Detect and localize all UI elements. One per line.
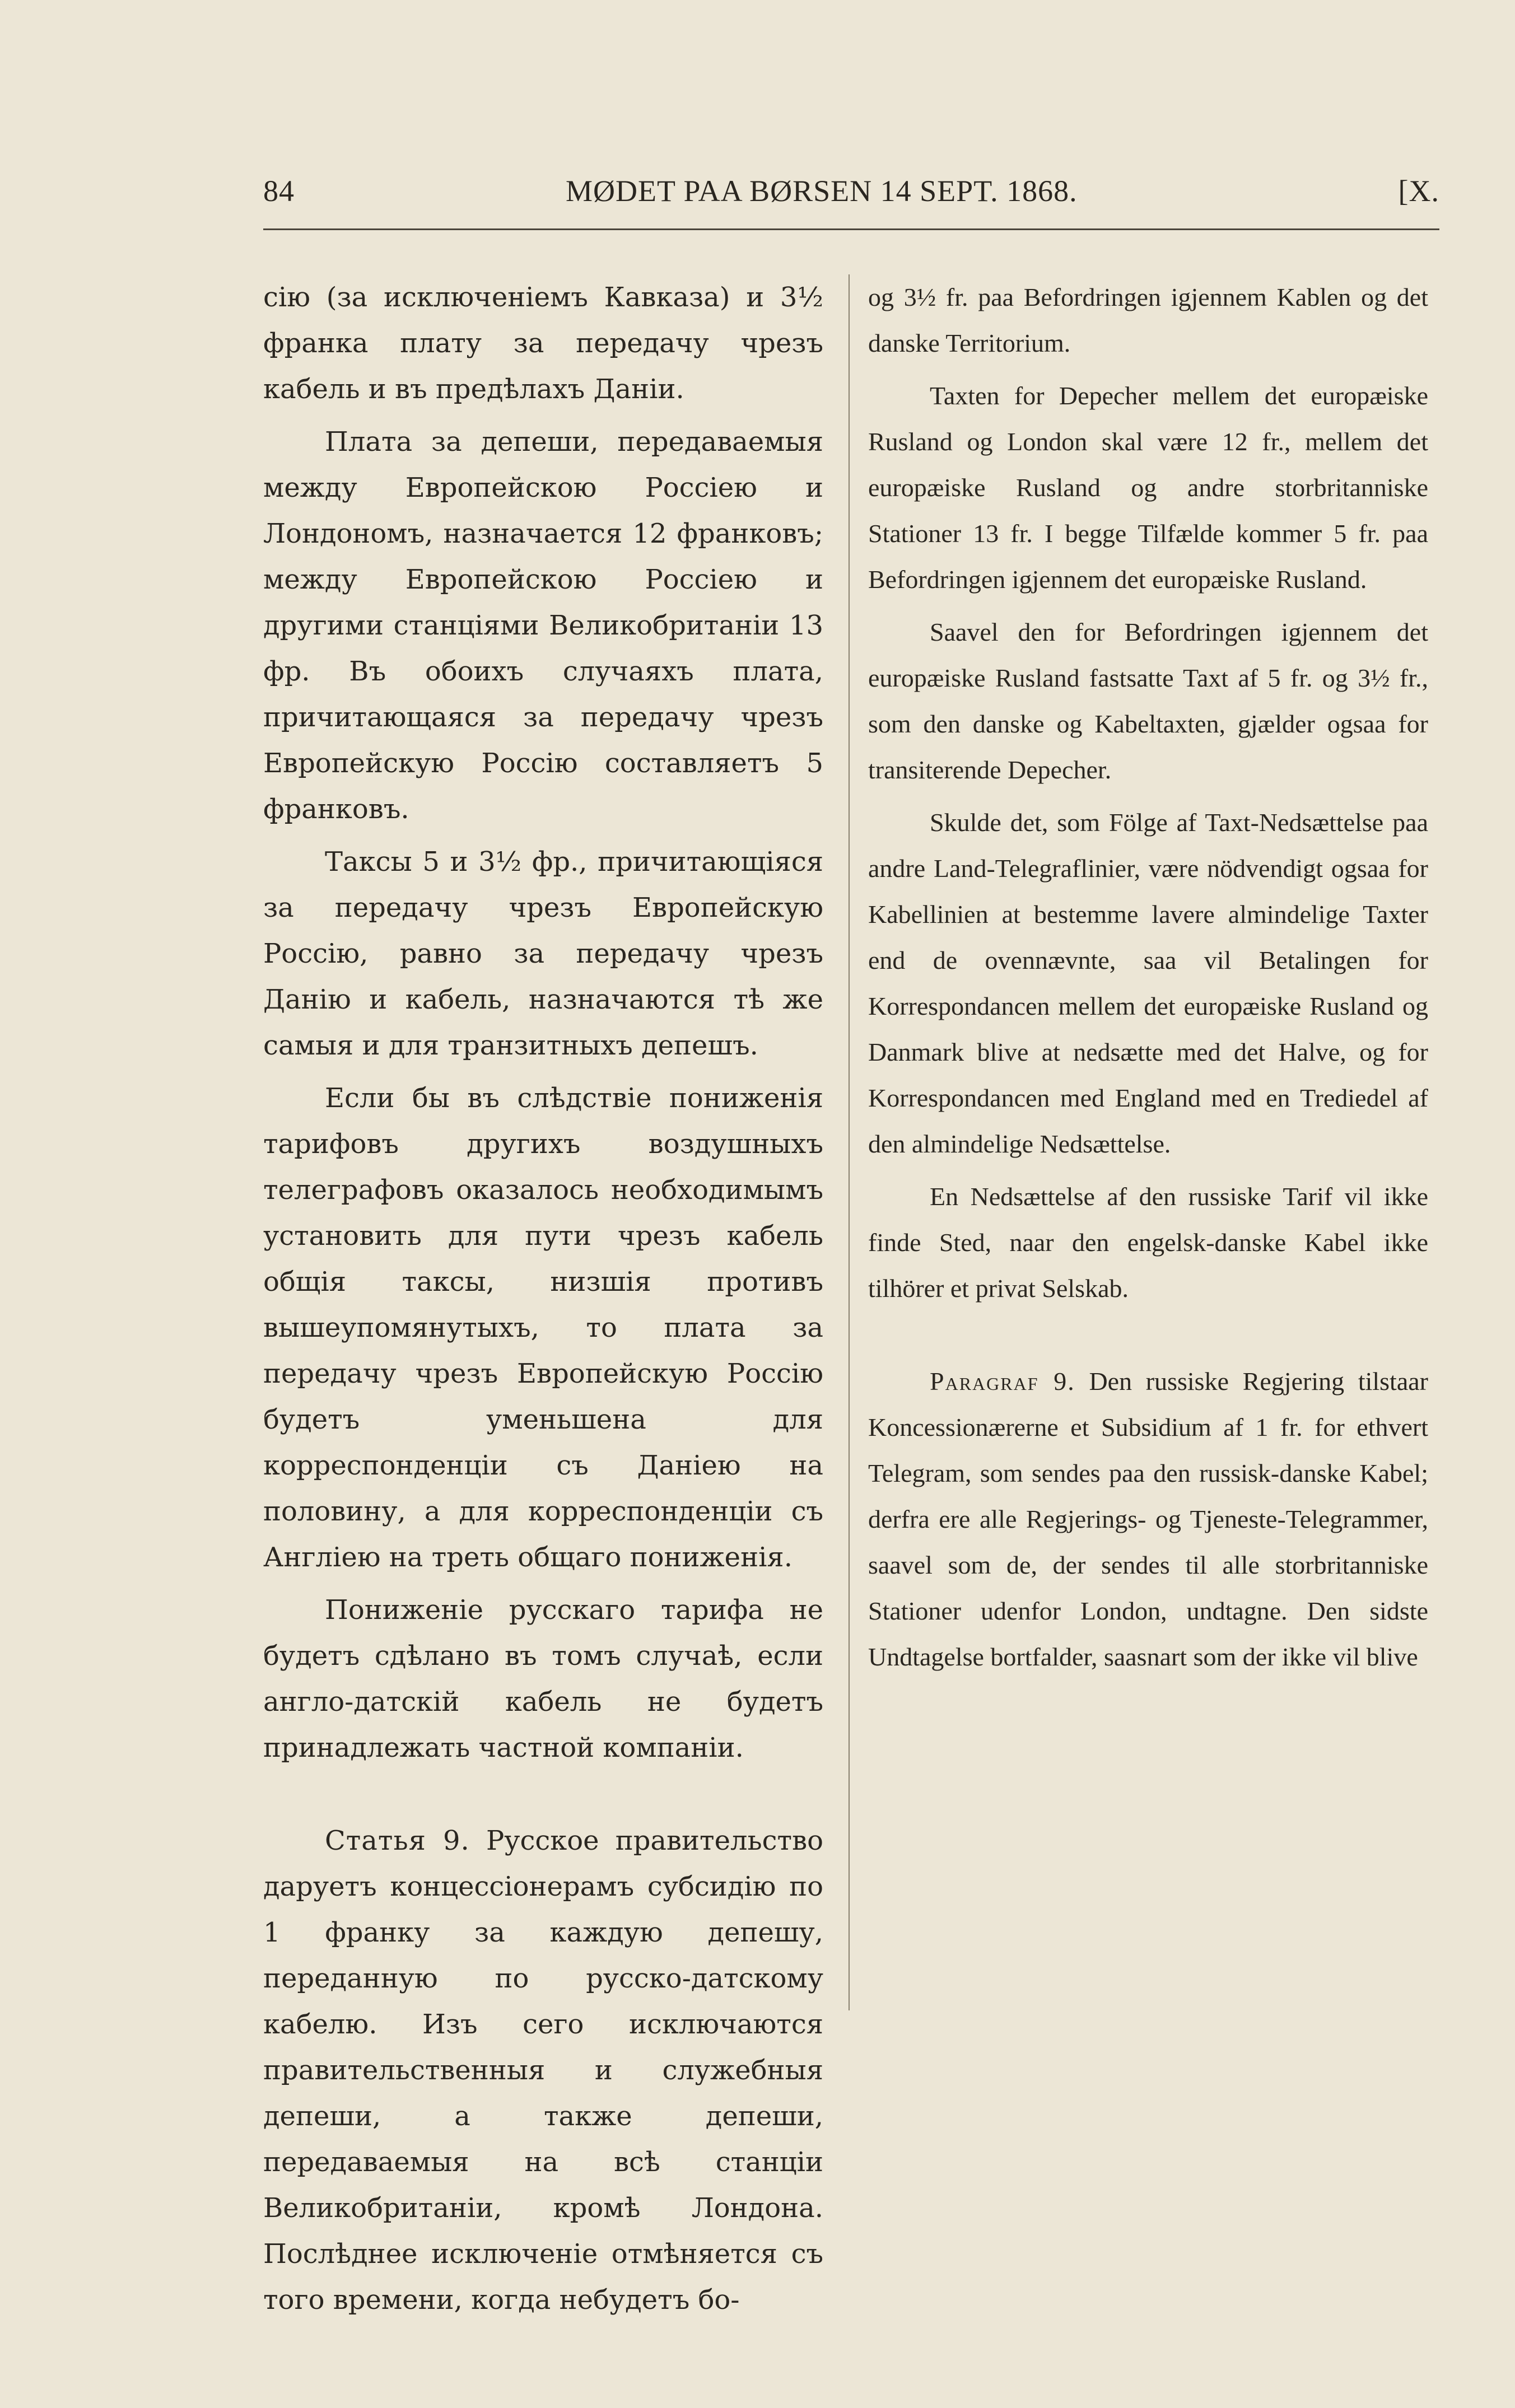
russian-paragraph-5: Пониженіе русскаго тарифа не будетъ сдѣлано въ томъ случаѣ, если англо-датскій кабель не будетъ принадлежать частной компаніи. — [263, 1594, 823, 1763]
danish-paragraph-2: Taxten for Depecher mellem det europæiske Rusland og London skal være 12 fr., mellem det europæiske Rusland og andre storbritanniske Stationer 13 fr. I begge Tilfælde kommer 5 fr. paa Befordringen igjennem det europæiske Rusland. — [868, 381, 1428, 594]
danish-paragraph-3: Saavel den for Befordringen igjennem det europæiske Rusland fastsatte Taxt af 5 fr. og 3½ fr., som den danske og Kabeltaxten, gjælder ogsaa for transiterende Depecher. — [868, 618, 1428, 784]
russian-column — [263, 274, 823, 2330]
russian-paragraph-2: Плата за депеши, передаваемыя между Европейскою Россіею и Лондономъ, назначается 12 франковъ; между Европейскою Россіею и другими станціями Великобританіи 13 фр. Въ обоихъ случаяхъ плата, причитающаяся за передачу чрезъ Европейскую Россію составляетъ 5 франковъ. — [263, 426, 823, 825]
russian-paragraph-1: сію (за исключеніемъ Кавказа) и 3½ франка плату за передачу чрезъ кабель и въ предѣлахъ Даніи. — [263, 282, 823, 405]
running-header — [263, 174, 1439, 218]
danish-paragraph-1: og 3½ fr. paa Befordringen igjennem Kablen og det danske Territorium. — [868, 283, 1428, 357]
article-gap — [868, 1318, 1428, 1359]
article-gap — [263, 1777, 823, 1818]
danish-column — [868, 274, 1428, 1687]
danish-paragraph-6: Den russiske Regjering tilstaar Koncessionærerne et Subsidium af 1 fr. for ethvert Telegram, som sendes paa den russisk-danske Kabel; derfra ere alle Regjerings- og Tjeneste-Telegrammer, saavel som de, der sendes til alle storbritanniske Stationer udenfor London, undtagne. Den sidste Undtagelse bortfalder, saasnart som der ikke vil blive — [868, 1367, 1428, 1671]
russian-paragraph-4: Если бы въ слѣдствіе пониженія тарифовъ другихъ воздушныхъ телеграфовъ оказалось необходимымъ установить для пути чрезъ кабель общія таксы, низшія противъ вышеупомянутыхъ, то плата за передачу чрезъ Европейскую Россію будетъ уменьшена для корреспонденціи съ Даніею на половину, а для корреспонденціи съ Англіею на треть общаго пониженія. — [263, 1082, 823, 1573]
header-rule — [263, 228, 1439, 230]
column-divider — [849, 274, 850, 2010]
paragraf-label: Paragraf 9. — [930, 1367, 1075, 1396]
danish-paragraph-9 — [868, 1359, 1428, 1680]
russian-paragraph-3: Таксы 5 и 3½ фр., причитающіяся за передачу чрезъ Европейскую Россію, равно за передачу чрезъ Данію и кабель, назначаются тѣ же самыя и для транзитныхъ депешъ. — [263, 846, 823, 1061]
russian-article-9 — [263, 1818, 823, 2323]
danish-paragraph-4: Skulde det, som Fölge af Taxt-Nedsættelse paa andre Land-Telegraflinier, være nödvendigt ogsaa for Kabellinien at bestemme lavere almindelige Taxter end de ovennævnte, saa vil Betalingen for Korrespondancen mellem det europæiske Rusland og Danmark blive at nedsætte med det Halve, og for Korrespondancen med England med en Trediedel af den almindelige Nedsættelse. — [868, 808, 1428, 1158]
danish-paragraph-5: En Nedsættelse af den russiske Tarif vil ikke finde Sted, naar den engelsk-danske Kabel ikke tilhörer et privat Selskab. — [868, 1182, 1428, 1303]
page-number: 84 — [263, 174, 295, 208]
section-mark: [X. — [1398, 174, 1439, 208]
article-label: Статья 9. — [325, 1825, 470, 1856]
russian-paragraph-6: Русское правительство даруетъ концессіонерамъ субсидію по 1 франку за каждую депешу, переданную по русско-датскому кабелю. Изъ сего исключаются правительственныя и служебныя депеши, а также депеши, передаваемыя на всѣ станціи Великобританіи, кромѣ Лондона. Послѣднее исключеніе отмѣняется съ того времени, когда небудетъ бо- — [263, 1825, 823, 2316]
running-title: MØDET PAA BØRSEN 14 SEPT. 1868. — [566, 174, 1078, 208]
